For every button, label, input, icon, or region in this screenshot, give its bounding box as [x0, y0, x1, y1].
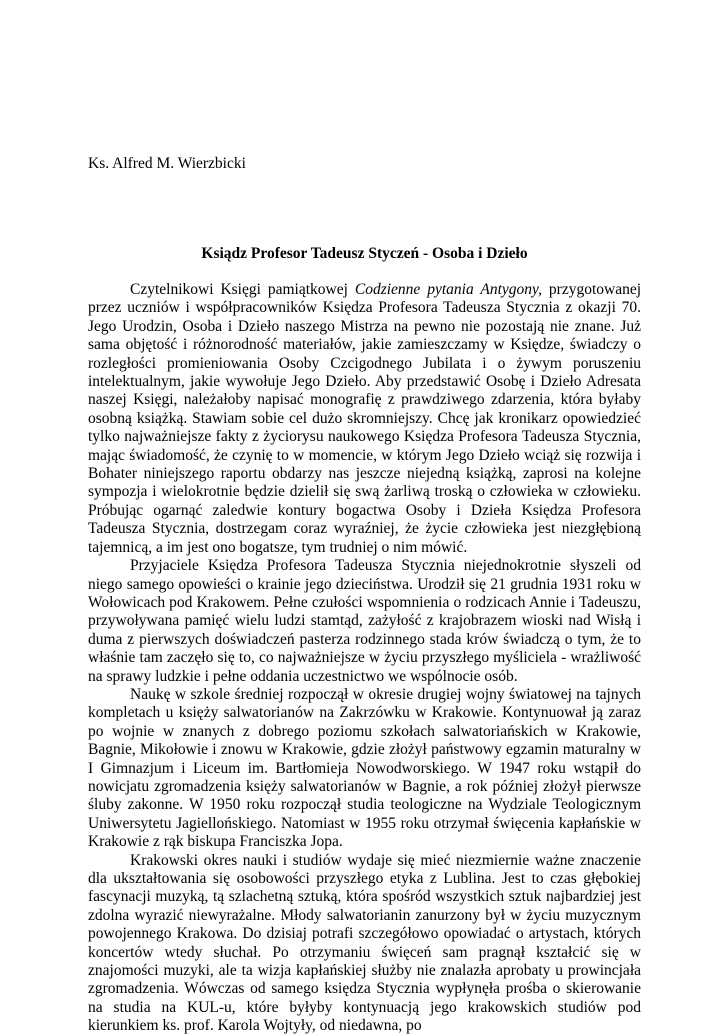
paragraph-4: Krakowski okres nauki i studiów wydaje się mieć niezmiernie ważne znaczenie dla ukształtowania się osobowości przyszłego etyka z Lublina. Jest to czas głębokiej fascynacji muzyką, tą szlachetną sztuką, która spośród wszystkich sztuk najbardziej jest zdolna wyrazić niewyrażalne. Młody salwatorianin zanurzony był w życiu muzycznym powojennego Krakowa. Do dzisiaj potrafi szczegółowo opowiadać o artystach, których koncertów wtedy słuchał. Po otrzymaniu święceń sam pragnął kształcić się w znajomości muzyki, ale ta wizja kapłańskiej służby nie znalazła aprobaty u prowincjała zgromadzenia. Wówczas od samego księdza Stycznia wypłynęła prośba o skierowanie na studia na KUL-u, które byłyby kontynuacją jego krakowskich studiów pod kierunkiem ks. prof. Karola Wojtyły, od niedawna, po — [88, 851, 641, 1035]
paragraph-1-text-start: Czytelnikowi Księgi pamiątkowej — [130, 281, 355, 298]
paragraph-3: Naukę w szkole średniej rozpoczął w okresie drugiej wojny światowej na tajnych kompletach u księży salwatorianów na Zakrzówku w Krakowie. Kontynuował ją zaraz po wojnie w znanych z dobrego poziomu szkołach salwatoriańskich w Krakowie, Bagnie, Mikołowie i znowu w Krakowie, gdzie złożył państwowy egzamin maturalny w I Gimnazjum i Liceum im. Bartłomieja Nowodworskiego. W 1947 roku wstąpił do nowicjatu zgromadzenia księży salwatorianów w Bagnie, a rok później złożył pierwsze śluby zakonne. W 1950 roku rozpoczął studia teologiczne na Wydziale Teologicznym Uniwersytetu Jagiellońskiego. Natomiast w 1955 roku otrzymał święcenia kapłańskie w Krakowie z rąk biskupa Franciszka Jopa. — [88, 685, 641, 851]
paragraph-1 — [88, 281, 641, 557]
paragraph-1-text-rest: przygotowanej przez uczniów i współpracowników Księdza Profesora Tadeusza Stycznia z okazji 70. Jego Urodzin, Osoba i Dzieło naszego Mistrza na pewno nie pozostają nie znane. Już sama objętość i różnorodność materiałów, jakie zamieszczamy w Księdze, świadczy o rozległości promieniowania Osoby Czcigodnego Jubilata i o żywym poruszeniu intelektualnym, jakie wywołuje Jego Dzieło. Aby przedstawić Osobę i Dzieło Adresata naszej Księgi, należałoby napisać monografię z prawdziwego zdarzenia, która byłaby osobną książką. Stawiam sobie cel dużo skromniejszy. Chcę jak kronikarz opowiedzieć tylko najważniejsze fakty z życiorysu naukowego Księdza Profesora Tadeusza Stycznia, mając świadomość, że czynię to w momencie, w którym Jego Dzieło wciąż się rozwija i Bohater niniejszego raportu obdarzy nas jeszcze niejedną książką, zaprosi na kolejne sympozja i wielokrotnie będzie dzielił się swą żarliwą troską o człowieka w człowieku. Próbując ogarnąć zaledwie kontury bogactwa Osoby i Dzieła Księdza Profesora Tadeusza Stycznia, dostrzegam coraz wyraźniej, że życie człowieka jest niezgłębioną tajemnicą, a im jest ono bogatsze, tym trudniej o nim mówić. — [88, 281, 642, 556]
paragraph-2: Przyjaciele Księdza Profesora Tadeusza Stycznia niejednokrotnie słyszeli od niego samego opowieści o krainie jego dzieciństwa. Urodził się 21 grudnia 1931 roku w Wołowicach pod Krakowem. Pełne czułości wspomnienia o rodzicach Annie i Tadeuszu, przywoływana pamięć wielu ludzi stamtąd, zażyłość z krajobrazem wioski nad Wisłą i duma z pierwszych doświadczeń pasterza rodzinnego stada krów świadczą o tym, że to właśnie tam zaczęło się to, co najważniejsze w życiu przyszłego myśliciela - wrażliwość na sprawy ludzkie i pełne oddania uczestnictwo we wspólnocie osób. — [88, 557, 641, 685]
book-title-italic: Codzienne pytania Antygony, — [354, 281, 542, 298]
article-title: Ksiądz Profesor Tadeusz Styczeń - Osoba i Dzieło — [201, 245, 528, 262]
article-body — [88, 281, 641, 1036]
author-line: Ks. Alfred M. Wierzbicki — [88, 155, 246, 172]
